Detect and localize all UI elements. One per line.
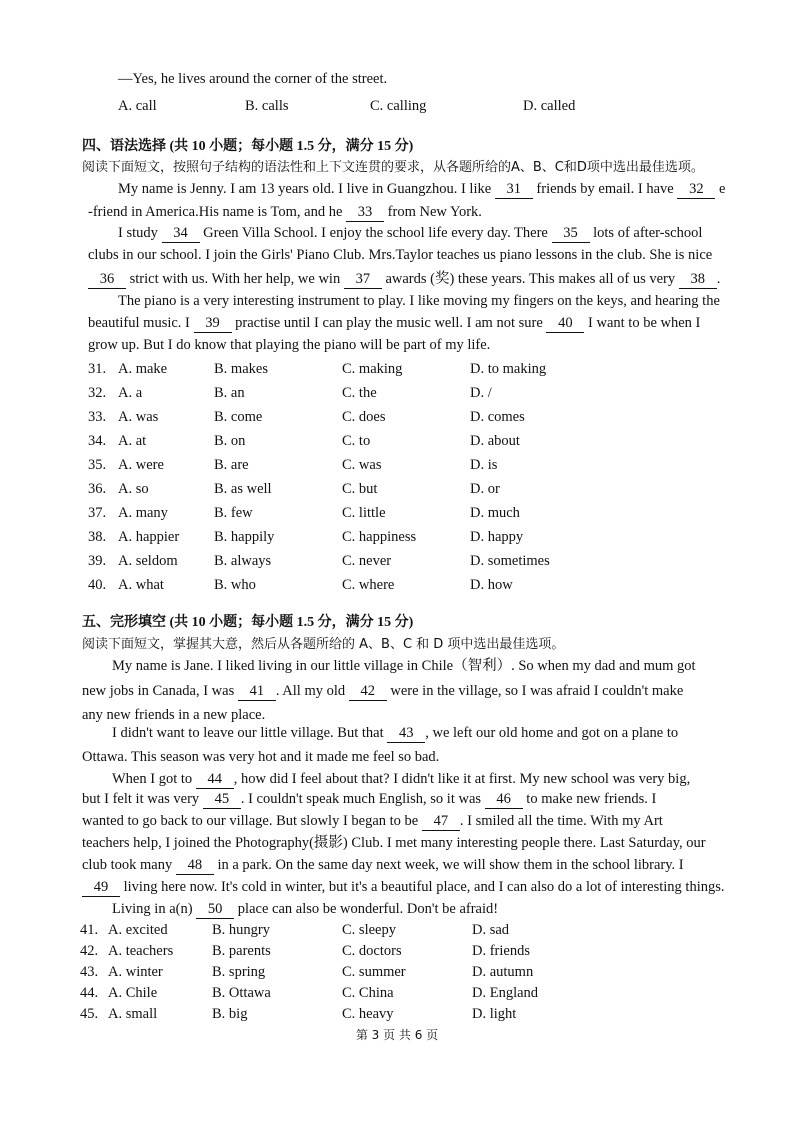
option-c: C. doctors bbox=[342, 943, 402, 959]
option-c: C. the bbox=[342, 385, 377, 401]
option-d: D. comes bbox=[470, 409, 525, 425]
passage-text: wanted to go back to our village. But slowly I began to be bbox=[82, 813, 422, 829]
option-a: A. call bbox=[118, 98, 157, 114]
answer-blank: 38 bbox=[679, 270, 717, 289]
option-a: A. so bbox=[118, 481, 149, 497]
question-number: 44. bbox=[80, 985, 99, 1001]
option-d: D. sometimes bbox=[470, 553, 550, 569]
section5-title: 五、完形填空 (共 10 小题；每小题 1.5 分，满分 15 分) bbox=[82, 615, 414, 630]
option-b: B. who bbox=[214, 577, 256, 593]
question-number: 38. bbox=[88, 529, 107, 545]
question-row bbox=[0, 942, 700, 960]
passage-text: When I got to bbox=[112, 771, 196, 787]
option-c: C. was bbox=[342, 457, 382, 473]
passage-line bbox=[118, 224, 702, 243]
section5-instruction: 阅读下面短文，掌握其大意，然后从各题所给的 A、B、C 和 D 项中选出最佳选项。 bbox=[82, 637, 565, 652]
passage-text: e bbox=[715, 181, 726, 197]
passage-text: place can also be wonderful. Don't be afraid! bbox=[234, 901, 499, 917]
question-row bbox=[0, 456, 700, 474]
passage-line bbox=[88, 203, 482, 222]
option-d: D. England bbox=[472, 985, 539, 1001]
passage-text: I want to be when I bbox=[584, 315, 701, 331]
option-a: A. Chile bbox=[108, 985, 158, 1001]
option-b: B. happily bbox=[214, 529, 275, 545]
question-row bbox=[0, 480, 700, 498]
passage-line bbox=[82, 748, 439, 766]
question-number: 34. bbox=[88, 433, 107, 449]
option-d: D. to making bbox=[470, 361, 547, 377]
question-row bbox=[0, 504, 700, 522]
passage-line bbox=[118, 180, 725, 199]
question-number: 37. bbox=[88, 505, 107, 521]
question-number: 36. bbox=[88, 481, 107, 497]
passage-line bbox=[112, 724, 678, 743]
passage-text: any new friends in a new place. bbox=[82, 707, 266, 723]
passage-line bbox=[88, 270, 720, 289]
option-a: A. seldom bbox=[118, 553, 178, 569]
answer-blank: 33 bbox=[346, 203, 384, 222]
passage-text: but I felt it was very bbox=[82, 791, 203, 807]
passage-text: to make new friends. I bbox=[522, 791, 657, 807]
passage-text: friends by email. I have bbox=[532, 181, 678, 197]
passage-text: Ottawa. This season was very hot and it made me feel so bad. bbox=[82, 749, 440, 765]
option-b: B. an bbox=[214, 385, 245, 401]
option-a: A. make bbox=[118, 361, 168, 377]
question-number: 33. bbox=[88, 409, 107, 425]
option-d: D. / bbox=[470, 385, 492, 401]
option-d: D. how bbox=[470, 577, 513, 593]
passage-text: practise until I can play the music well. I am not sure bbox=[231, 315, 547, 331]
option-d: D. friends bbox=[472, 943, 530, 959]
passage-text: I didn't want to leave our little village. But that bbox=[112, 725, 388, 741]
question-number: 45. bbox=[80, 1006, 99, 1022]
passage-text: lots of after-school bbox=[589, 225, 703, 241]
option-c: C. but bbox=[342, 481, 378, 497]
passage-text: from New York. bbox=[384, 204, 482, 220]
option-c: C. calling bbox=[370, 98, 427, 114]
option-b: B. hungry bbox=[212, 922, 270, 938]
question-row bbox=[0, 1005, 700, 1023]
question-number: 42. bbox=[80, 943, 99, 959]
option-b: B. makes bbox=[214, 361, 268, 377]
passage-text: beautiful music. I bbox=[88, 315, 194, 331]
question-row bbox=[0, 984, 700, 1002]
passage-text: . bbox=[716, 271, 721, 287]
passage-line bbox=[112, 900, 498, 919]
option-d: D. light bbox=[472, 1006, 517, 1022]
option-c: C. little bbox=[342, 505, 386, 521]
answer-blank: 34 bbox=[162, 224, 200, 243]
section4-instruction: 阅读下面短文，按照句子结构的语法性和上下文连贯的要求，从各题所给的A、B、C和D项中选出最佳选项。 bbox=[82, 160, 704, 175]
option-b: B. parents bbox=[212, 943, 271, 959]
question-row bbox=[0, 528, 700, 546]
answer-blank: 48 bbox=[176, 856, 214, 875]
passage-text: in a park. On the same day next week, we will show them in the school library. I bbox=[213, 857, 684, 873]
passage-line bbox=[82, 878, 725, 897]
passage-text: My name is Jane. I liked living in our little village in Chile（智利）. So when my dad and mum got bbox=[112, 658, 696, 674]
answer-blank: 49 bbox=[82, 878, 120, 897]
answer-blank: 43 bbox=[387, 724, 425, 743]
option-a: A. winter bbox=[108, 964, 163, 980]
passage-text: strict with us. With her help, we win bbox=[126, 271, 344, 287]
passage-text: grow up. But I do know that playing the piano will be part of my life. bbox=[88, 337, 491, 353]
answer-blank: 42 bbox=[349, 682, 387, 701]
question-number: 40. bbox=[88, 577, 107, 593]
passage-text: new jobs in Canada, I was bbox=[82, 683, 238, 699]
option-c: C. where bbox=[342, 577, 395, 593]
option-a: A. at bbox=[118, 433, 147, 449]
passage-text: clubs in our school. I join the Girls' Piano Club. Mrs.Taylor teaches us piano lessons in the club. She is nice bbox=[88, 247, 713, 263]
passage-line bbox=[112, 770, 690, 789]
option-a: A. what bbox=[118, 577, 164, 593]
question-row bbox=[0, 552, 700, 570]
option-c: C. making bbox=[342, 361, 403, 377]
option-c: C. sleepy bbox=[342, 922, 396, 938]
option-d: D. much bbox=[470, 505, 520, 521]
option-b: B. always bbox=[214, 553, 272, 569]
option-c: C. never bbox=[342, 553, 392, 569]
option-a: A. a bbox=[118, 385, 143, 401]
passage-text: club took many bbox=[82, 857, 176, 873]
answer-blank: 32 bbox=[677, 180, 715, 199]
answer-blank: 44 bbox=[196, 770, 234, 789]
passage-text: were in the village, so I was afraid I couldn't make bbox=[386, 683, 684, 699]
option-b: B. Ottawa bbox=[212, 985, 271, 1001]
option-d: D. about bbox=[470, 433, 520, 449]
option-b: B. as well bbox=[214, 481, 272, 497]
answer-blank: 46 bbox=[485, 790, 523, 809]
option-d: D. called bbox=[523, 98, 576, 114]
passage-line bbox=[88, 246, 712, 264]
passage-text: My name is Jenny. I am 13 years old. I live in Guangzhou. I like bbox=[118, 181, 495, 197]
option-d: D. sad bbox=[472, 922, 510, 938]
passage-line bbox=[82, 682, 683, 701]
passage-text: , how did I feel about that? I didn't like it at first. My new school was very big, bbox=[233, 771, 691, 787]
option-b: B. few bbox=[214, 505, 253, 521]
passage-text: -friend in America.His name is Tom, and he bbox=[88, 204, 347, 220]
passage-text: awards (奖) these years. This makes all of us very bbox=[381, 271, 679, 287]
option-c: C. to bbox=[342, 433, 371, 449]
question-row bbox=[0, 384, 700, 402]
page-number: 第 3 页 共 6 页 bbox=[355, 1028, 439, 1042]
question-row bbox=[0, 576, 700, 594]
question-number: 43. bbox=[80, 964, 99, 980]
question-row bbox=[0, 408, 700, 426]
option-a: A. small bbox=[108, 1006, 158, 1022]
section4-title: 四、语法选择 (共 10 小题；每小题 1.5 分，满分 15 分) bbox=[82, 139, 414, 154]
option-c: C. China bbox=[342, 985, 394, 1001]
passage-text: . All my old bbox=[275, 683, 349, 699]
option-b: B. spring bbox=[212, 964, 266, 980]
passage-line bbox=[82, 834, 706, 852]
answer-blank: 40 bbox=[546, 314, 584, 333]
option-a: A. excited bbox=[108, 922, 168, 938]
q30-options bbox=[118, 97, 678, 115]
passage-text: The piano is a very interesting instrument to play. I like moving my fingers on the keys, and hearing the bbox=[118, 293, 720, 309]
answer-blank: 47 bbox=[422, 812, 460, 831]
answer-blank: 35 bbox=[552, 224, 590, 243]
question-number: 32. bbox=[88, 385, 107, 401]
passage-text: , we left our old home and got on a plane to bbox=[425, 725, 679, 741]
question-row bbox=[0, 432, 700, 450]
option-b: B. big bbox=[212, 1006, 248, 1022]
option-d: D. is bbox=[470, 457, 498, 473]
option-a: A. were bbox=[118, 457, 164, 473]
option-d: D. autumn bbox=[472, 964, 534, 980]
answer-blank: 36 bbox=[88, 270, 126, 289]
passage-line bbox=[88, 336, 490, 354]
option-a: A. was bbox=[118, 409, 159, 425]
question-number: 39. bbox=[88, 553, 107, 569]
option-c: C. does bbox=[342, 409, 386, 425]
answer-blank: 37 bbox=[344, 270, 382, 289]
option-a: A. many bbox=[118, 505, 168, 521]
option-b: B. on bbox=[214, 433, 246, 449]
passage-text: Green Villa School. I enjoy the school life every day. There bbox=[199, 225, 552, 241]
passage-line bbox=[88, 314, 700, 333]
answer-blank: 45 bbox=[203, 790, 241, 809]
option-d: D. happy bbox=[470, 529, 524, 545]
answer-blank: 50 bbox=[196, 900, 234, 919]
passage-line bbox=[82, 790, 656, 809]
passage-line bbox=[112, 657, 696, 675]
passage-text: I study bbox=[118, 225, 162, 241]
option-b: B. calls bbox=[245, 98, 289, 114]
passage-text: Living in a(n) bbox=[112, 901, 197, 917]
answer-blank: 41 bbox=[238, 682, 276, 701]
option-c: C. happiness bbox=[342, 529, 417, 545]
passage-text: teachers help, I joined the Photography(摄影) Club. I met many interesting people there. Last Saturday, our bbox=[82, 835, 706, 851]
option-c: C. heavy bbox=[342, 1006, 394, 1022]
passage-text: living here now. It's cold in winter, but it's a beautiful place, and I can also do a lot of interesting things. bbox=[120, 879, 725, 895]
option-b: B. are bbox=[214, 457, 249, 473]
option-d: D. or bbox=[470, 481, 500, 497]
passage-line bbox=[118, 292, 720, 310]
passage-line bbox=[82, 706, 265, 724]
passage-line bbox=[82, 856, 684, 875]
passage-line bbox=[82, 812, 663, 831]
option-c: C. summer bbox=[342, 964, 406, 980]
question-row bbox=[0, 963, 700, 981]
passage-text: . I smiled all the time. With my Art bbox=[459, 813, 663, 829]
option-a: A. happier bbox=[118, 529, 180, 545]
passage-text: . I couldn't speak much English, so it was bbox=[240, 791, 485, 807]
option-a: A. teachers bbox=[108, 943, 174, 959]
question-row bbox=[0, 360, 700, 378]
answer-blank: 31 bbox=[495, 180, 533, 199]
question-number: 31. bbox=[88, 361, 107, 377]
question-number: 41. bbox=[80, 922, 99, 938]
answer-blank: 39 bbox=[194, 314, 232, 333]
option-b: B. come bbox=[214, 409, 263, 425]
dialog-line: —Yes, he lives around the corner of the street. bbox=[118, 71, 388, 87]
question-row bbox=[0, 921, 700, 939]
question-number: 35. bbox=[88, 457, 107, 473]
